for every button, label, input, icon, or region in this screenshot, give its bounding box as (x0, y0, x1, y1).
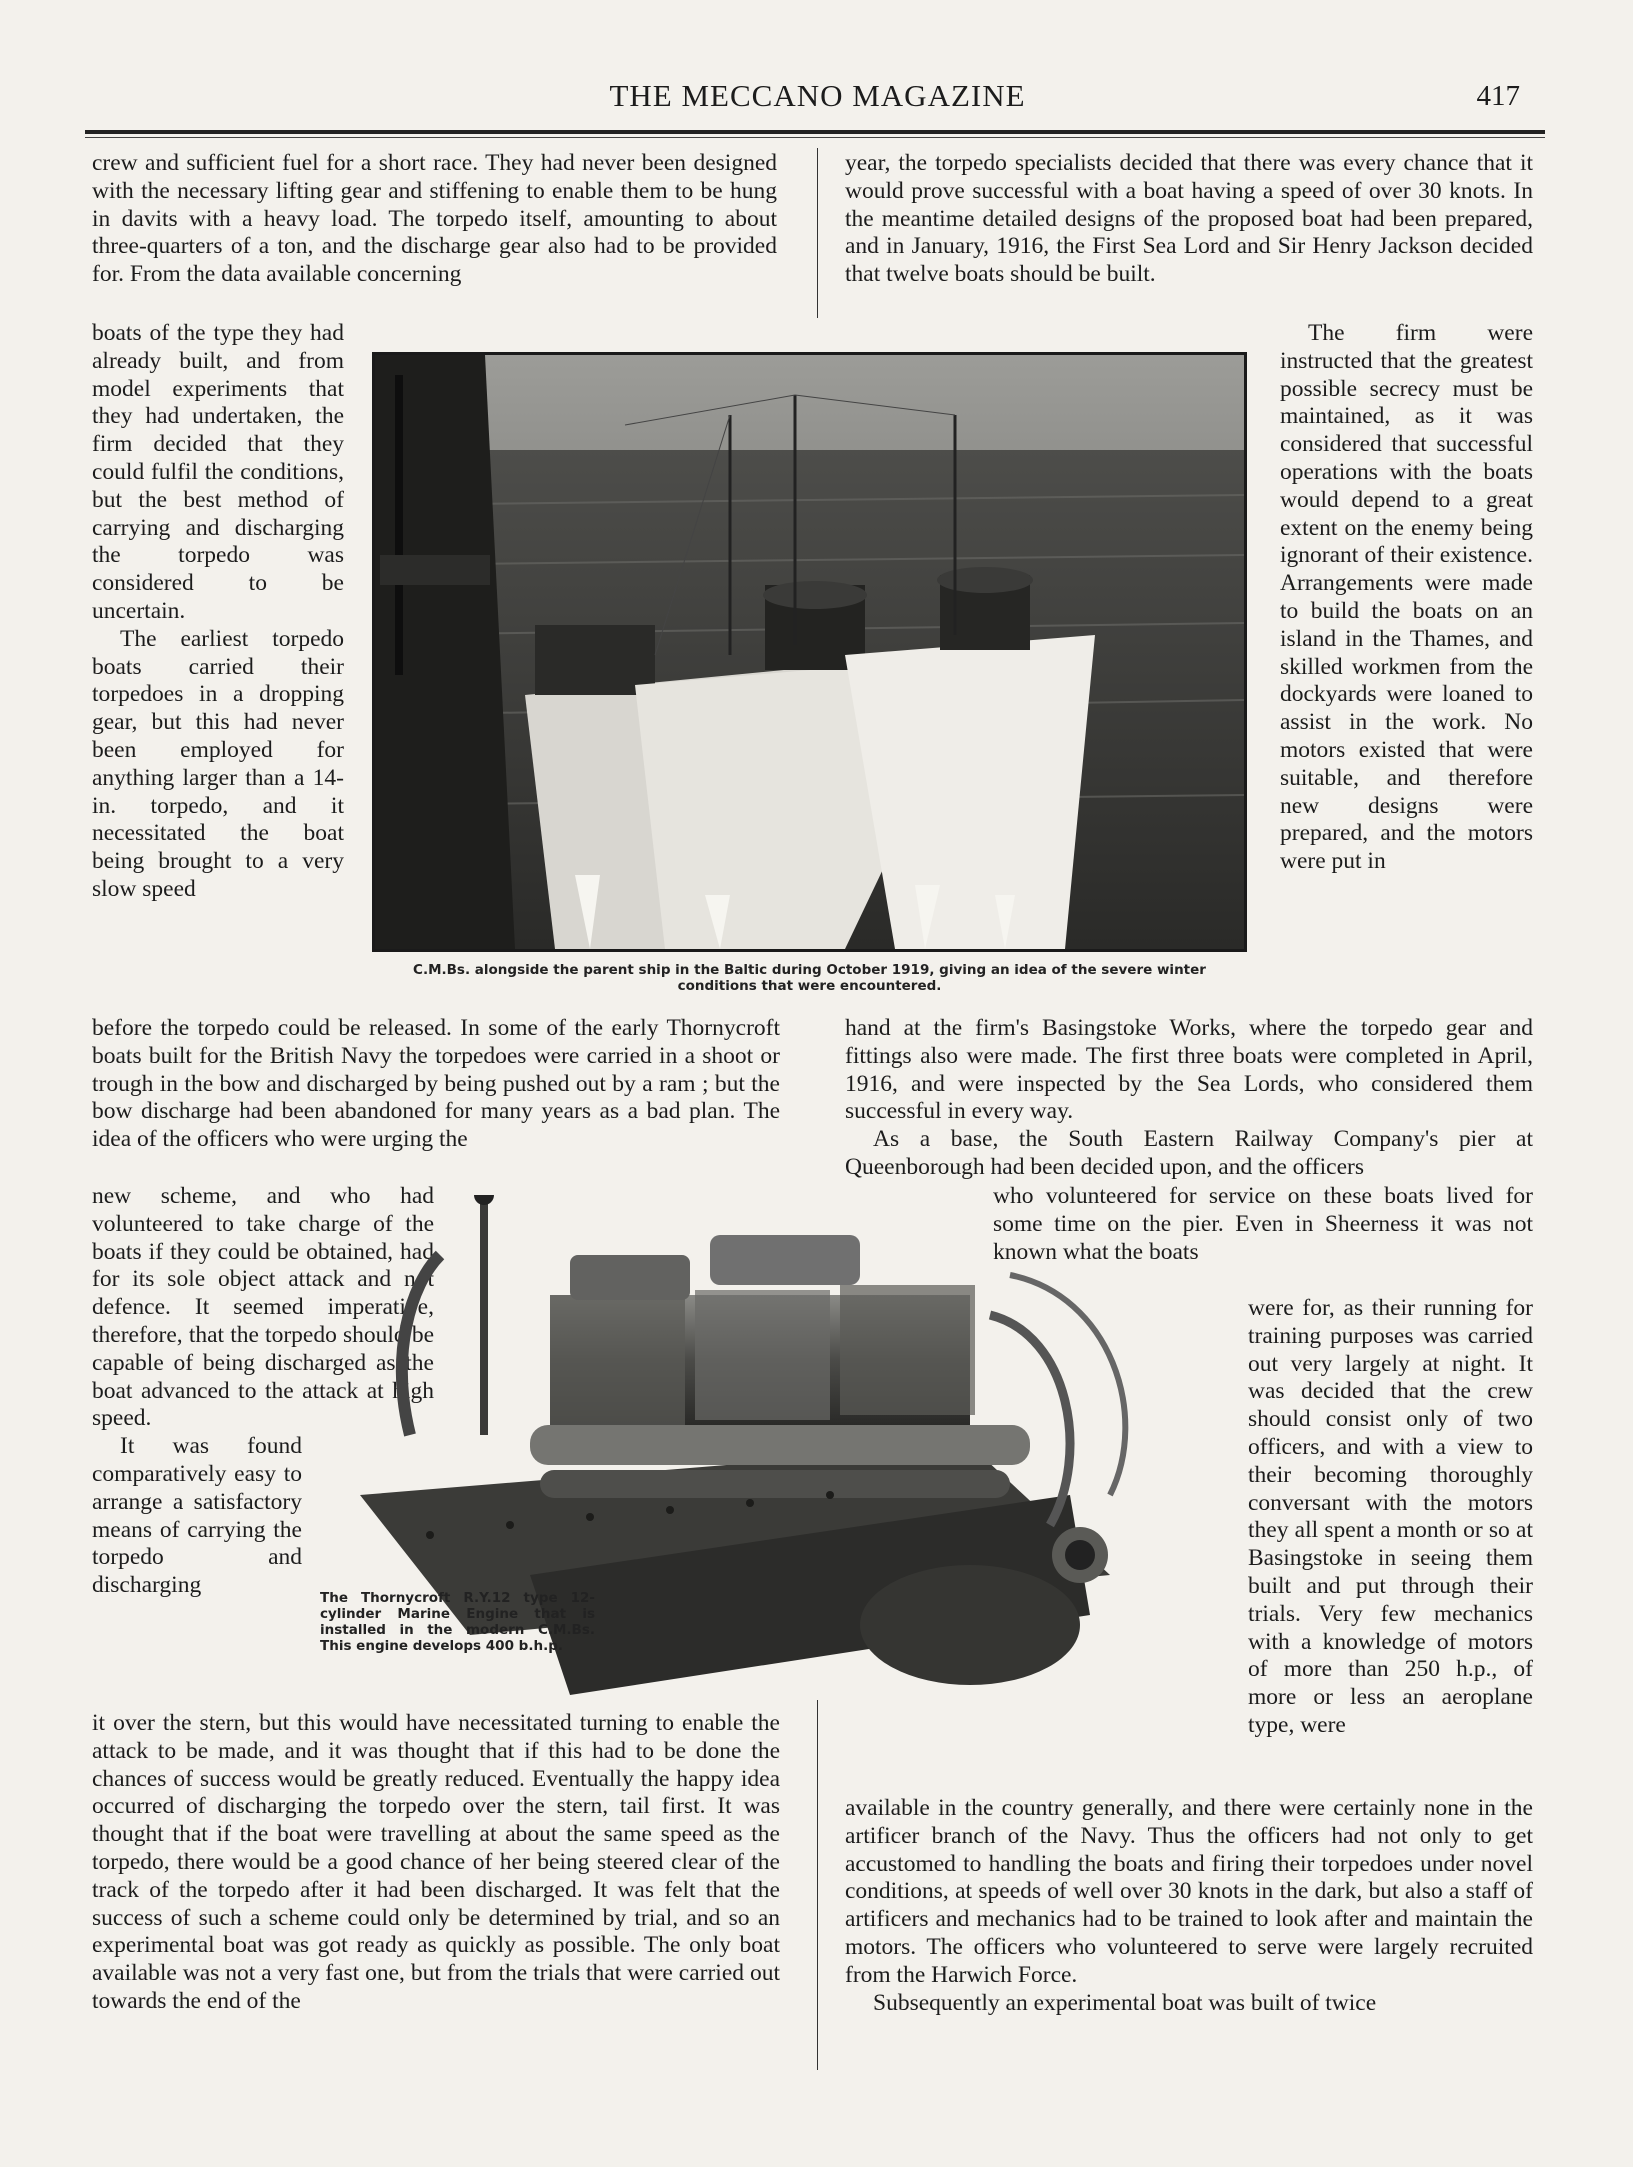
col1-narrow-text (92, 320, 344, 904)
column-divider (817, 1700, 818, 2070)
header-rule-thin (85, 137, 1545, 138)
engine-illustration (350, 1195, 1230, 1750)
paragraph: year, the torpedo specialists decided that there was every chance that it would prove successful with a boat having a speed of over 30 knots. In the meantime detailed designs of the proposed boat had been prepared, and in January, 1916, the First Sea Lord and Sir Henry Jackson decided that twelve boats should be built. (845, 150, 1533, 288)
paragraph: available in the country generally, and there were certainly none in the artificer branch of the Navy. Thus the officers had not only to get accustomed to handling the boats and firing their torpedoes under novel conditions, at speeds of well over 30 knots in the dark, but also a staff of artificers and mechanics had to be trained to look after and maintain the motors. The officers who volunteered to serve were largely recruited from the Harwich Force. (845, 1795, 1533, 1988)
column-divider (817, 148, 818, 318)
col2-mid-text (845, 1015, 1533, 1182)
cmb-boats-photo (372, 352, 1247, 952)
photo-caption: C.M.Bs. alongside the parent ship in the Baltic during October 1919, giving an idea of the severe winter conditions that were encountered. (413, 962, 1206, 994)
paragraph: before the torpedo could be released. In some of the early Thornycroft boats built for the British Navy the torpedoes were carried in a shoot or trough in the bow and discharged by being pushed out by a ram ; but the bow discharge had been abandoned for many years as a bad plan. The idea of the officers who were urging the (92, 1015, 780, 1153)
paragraph: It was found comparatively easy to arrange a satisfactory means of carrying the torpedo and discharging (92, 1433, 302, 1599)
paragraph: As a base, the South Eastern Railway Company's pier at Queenborough had been decided upon, and the officers (845, 1126, 1533, 1180)
page-number: 417 (1476, 80, 1520, 112)
col2-narrow-text (1280, 320, 1533, 876)
paragraph: crew and sufficient fuel for a short race. They had never been designed with the necessary lifting gear and stiffening to enable them to be hung in davits with a heavy load. The torpedo itself, amounting to about three-quarters of a ton, and the discharge gear also had to be provided for. From the data available concerning (92, 150, 777, 288)
col2-top-text (845, 150, 1533, 289)
paragraph: hand at the firm's Basingstoke Works, where the torpedo gear and fittings also were made. The first three boats were completed in April, 1916, and were inspected by the Sea Lords, who considered them successful in every way. (845, 1015, 1533, 1125)
paragraph: boats of the type they had already built, and from model experiments that they had undertaken, the firm decided that they could fulfil the conditions, but the best method of carrying and discharging the torpedo was considered to be uncertain. (92, 320, 344, 624)
header-rule (85, 130, 1545, 134)
paragraph: who volunteered for service on these boats lived for some time on the pier. Even in Sheerness it was not known what the boats (993, 1183, 1533, 1265)
paragraph: it over the stern, but this would have necessitated turning to enable the attack to be made, and it was thought that if this had to be done the chances of success would be greatly reduced. Eventually the happy idea occurred of discharging the torpedo over the stern, tail first. It was thought that if the boat were travelling at about the same speed as the torpedo, there would be a good chance of her being steered clear of the track of the torpedo after it had been discharged. It was felt that the success of such a scheme could only be determined by trial, and so an experimental boat was got ready as quickly as possible. The only boat available was not a very fast one, but from the trials that were carried out towards the end of the (92, 1710, 780, 2014)
col1-top-text (92, 150, 777, 289)
marine-engine-image (350, 1195, 1230, 1750)
magazine-title: THE MECCANO MAGAZINE (609, 78, 1026, 113)
paragraph: Subsequently an experimental boat was built of twice (873, 1989, 1377, 2016)
paragraph: The firm were instructed that the greatest possible secrecy must be maintained, as it was considered that successful operations with the boats would depend to a great extent on the enemy being ignorant of their existence. Arrangements were made to build the boats on an island in the Thames, and skilled workmen from the dockyards were loaned to assist in the work. No motors existed that were suitable, and therefore new designs were prepared, and the motors were put in (1280, 320, 1533, 875)
col1-mid-text (92, 1015, 780, 1154)
paragraph: new scheme, and who had volunteered to take charge of the boats if they could be obtained, had for its sole object attack and not defence. It seemed imperative, therefore, that the torpedo should be capable of being discharged as the boat advanced to the attack at high speed. (92, 1183, 434, 1432)
paragraph: were for, as their running for training purposes was carried out very largely at night. It was decided that the crew should consist only of two officers, and with a view to their becoming thoroughly conversant with the motors they all spent a month or so at Basingstoke in seeing them built and put through their trials. Very few mechanics with a knowledge of motors of more than 250 h.p., of more or less an aeroplane type, were (1248, 1295, 1533, 1738)
boats-in-ice-image (375, 355, 1244, 949)
page-header (85, 78, 1550, 120)
col1-bottom-text (92, 1710, 780, 2016)
paragraph: The earliest torpedo boats carried their torpedoes in a dropping gear, but this had never been employed for anything larger than a 14-in. torpedo, and it necessitated the boat being brought to a very slow speed (92, 625, 344, 902)
col2-narrow3-text (1248, 1295, 1533, 1740)
col2-bottom-text (845, 1795, 1533, 2017)
engine-caption: The Thornycroft R.Y.12 type 12-cylinder Marine Engine that is installed in the modern C.M.Bs. This engine develops 400 b.h.p. (320, 1590, 595, 1654)
